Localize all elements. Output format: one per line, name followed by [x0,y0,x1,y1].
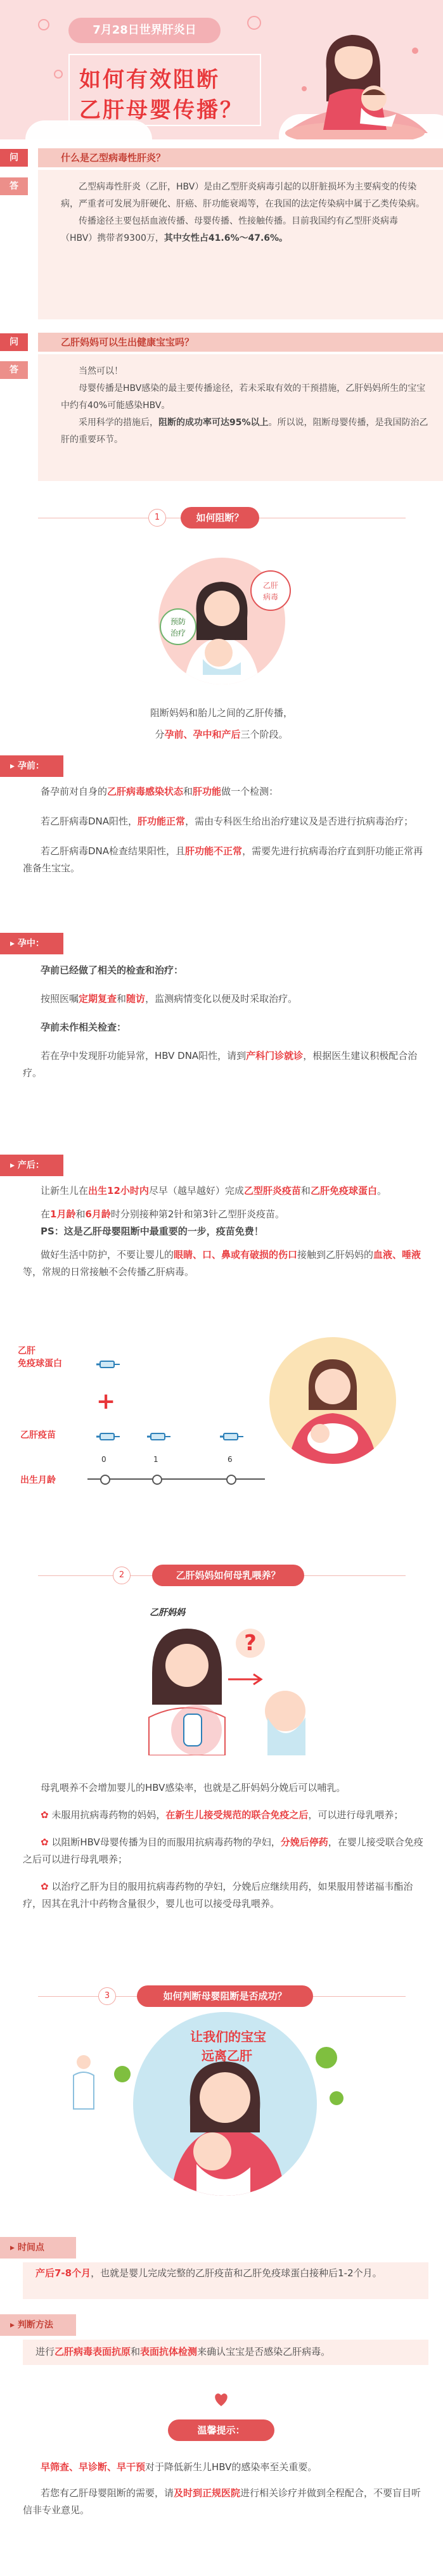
stage-text: 时分别接种第2针和第3针乙型肝炎疫苗。 [110,1208,285,1220]
illustration-banner: 远离乙肝 [202,2048,252,2063]
tip-text-span: 若您有乙肝母婴阻断的需要，请 [41,2487,174,2499]
stage-text: 尽早（越早越好）完成 [148,1185,244,1196]
diagram-label-globulin: 乙肝 免疫球蛋白 [18,1346,62,1369]
needle-icon [95,1355,120,1374]
method-highlight: 乙肝病毒表面抗原 [55,2346,131,2357]
answer-text-span: 传播途径主要包括血液传播、母婴传播、性接触传播。目前我国约有乙型肝炎病毒（HBV）携带者9300万， [61,216,398,243]
answer-text [61,363,428,449]
timeline-dot [100,1475,110,1485]
question-bar: 乙肝妈妈可以生出健康宝宝吗？ [38,333,443,352]
stage-text: 接触到乙肝妈妈的 [297,1249,374,1260]
method-text-span: 进行 [35,2346,55,2357]
answer-paragraph: 乙型病毒性肝炎（乙肝，HBV）是由乙型肝炎病毒引起的以肝脏损坏为主要病变的传染病，严重者可发展为肝硬化、肝癌、肝功能衰竭等，在我国的法定传染病中属于乙类传染病。 [61,182,425,209]
question-mark-icon: ? [236,1629,265,1658]
stage-text: 等，常规的日常接触不会传播乙肝病毒。 [23,1266,195,1278]
paragraph-line: 母乳喂养不会增加婴儿的HBV感染率，也就是乙肝妈妈分娩后可以哺乳。 [41,1782,346,1793]
stage-line [23,843,428,877]
intro-text: 三个阶段。 [240,729,288,740]
prevention-bubble: 预防 治疗 [160,608,196,645]
paragraph-text: 以治疗乙肝为目的服用抗病毒药物的孕妇，分娩后应继续用药，如果服用替诺福韦酯治疗，因其在乳汁中药物含量很少，婴儿也可以接受母乳喂养。 [23,1881,413,1909]
question-bar: 什么是乙型病毒性肝炎？ [38,148,443,167]
method-tag: ▸ 判断方法 [0,2314,76,2336]
section-title: 如何判断母婴阻断是否成功？ [137,1985,313,2007]
paragraph-text: ，在婴儿接受联合免疫之后可以进行母乳喂养； [23,1836,423,1865]
time-text [35,2265,416,2282]
timeline-tick: 6 [228,1455,233,1464]
needle-icon [219,1427,244,1446]
stage-line [23,783,428,800]
circle-decoration [247,16,261,30]
stage-text: ，需由专科医生给出治疗建议及是否进行抗病毒治疗； [185,816,414,827]
tip-text-span: 进行相关诊疗并做到全程配合，不要盲目听信非专业意见。 [23,2487,421,2516]
mother-baby-illustration [279,13,431,139]
stage-line [23,990,428,1008]
stage-highlight: 乙肝病毒感染状态 [107,786,184,797]
stage-line [23,1246,428,1281]
breastfeeding-illustration [139,1603,311,1755]
method-box [23,2340,428,2365]
stage-highlight: 肝功能不正常 [185,845,243,857]
virus-icon [316,2047,337,2068]
stage-highlight: 肝功能 [193,786,222,797]
stage-highlight: 产科门诊就诊 [246,1050,304,1061]
stage-text: 在 [41,1208,51,1220]
stage-highlight: 定期复查 [79,993,117,1004]
answer-label: 答 [0,177,28,195]
method-text [35,2343,416,2361]
tip-line [23,2485,428,2519]
stage-paragraph [23,783,428,877]
illustration-label: 乙肝妈妈 [150,1608,185,1618]
banner-title-line1: 如何有效阻断 [79,67,220,93]
timeline-dot [226,1475,236,1485]
section-title: 乙肝妈妈如何母乳喂养？ [152,1565,304,1586]
answer-paragraph [61,414,428,449]
method-highlight: 表面抗体检测 [140,2346,198,2357]
stage-text: 若在孕中发现肝功能异常，HBV DNA阳性，请到 [41,1050,247,1061]
tip-highlight: 早筛查、早诊断、早干预 [41,2461,146,2473]
stage-highlight: 乙肝免疫球蛋白 [310,1185,377,1196]
answer-highlight: 其中女性占41.6%～47.6%。 [164,233,288,243]
time-highlight: 产后7-8个月 [35,2267,91,2279]
answer-label: 答 [0,361,28,379]
virus-icon [114,2066,131,2082]
method-text-span: 来确认宝宝是否感染乙肝病毒。 [197,2346,331,2357]
tip-text [23,2459,428,2519]
stage-line [23,813,428,830]
paragraph-highlight: 在新生儿接受规范的联合免疫之后 [165,1809,309,1821]
section-intro [0,726,443,743]
diagram-label-age: 出生月龄 [20,1475,56,1485]
paragraph-line [23,1878,428,1913]
tip-line [23,2459,428,2476]
flower-icon: ✿ [41,1809,52,1821]
tip-highlight: 及时到正规医院 [174,2487,241,2499]
stage-line [23,1048,428,1082]
stage-text: 和 [300,1185,311,1196]
intro-highlight: 孕前、孕中和产后 [164,729,241,740]
virus-icon [330,2091,343,2105]
heart-icon [212,2390,230,2408]
plus-icon: + [96,1388,116,1414]
stage-text: 做好生活中防护，不要让婴儿的 [41,1249,174,1260]
doctor-icon [71,2053,96,2110]
stage-tag-post: ▸ 产后： [0,1155,63,1176]
stage-text: 若乙肝病毒DNA检查结果阳性，且 [41,845,186,857]
section-title: 如何阻断？ [181,507,259,529]
stage-highlight: 肝功能正常 [138,816,186,827]
stage-highlight: 6月龄 [85,1208,111,1220]
section-number: 3 [98,1987,116,2005]
stage-highlight: 血液、唾液 [373,1249,421,1260]
answer-text-span: 采用科学的措施后， [79,418,158,428]
paragraph-highlight: 分娩后停药 [280,1836,328,1848]
stage-text: 。 [376,1185,387,1196]
stage-subhead: 孕前已经做了相关的检查和治疗： [41,964,184,976]
paragraph-text: ，可以进行母乳喂养； [308,1809,404,1821]
banner-tag: 7月28日世界肝炎日 [68,18,221,43]
stage-text: ，监测病情变化以便及时采取治疗。 [145,993,298,1004]
illustration-banner: 让我们的宝宝 [190,2029,266,2044]
needle-icon [95,1427,120,1446]
time-rest: ，也就是婴儿完成完整的乙肝疫苗和乙肝免疫球蛋白接种后1-2个月。 [91,2267,382,2279]
section-number: 1 [148,509,166,527]
stage-tag-mid: ▸ 孕中： [0,933,63,954]
section-paragraph [23,1779,428,1913]
stage-ps: PS：这是乙肝母婴阻断中最重要的一步，疫苗免费！ [41,1226,264,1237]
stage-paragraph [23,1182,428,1281]
circle-decoration [54,70,63,79]
section-intro: 阻断妈妈和胎儿之间的乙肝传播， [150,707,293,719]
stage-paragraph [23,962,428,1082]
stage-highlight: 随访 [126,993,146,1004]
needle-icon [146,1427,171,1446]
diagram-label-vaccine: 乙肝疫苗 [20,1430,56,1440]
stage-highlight: 乙型肝炎疫苗 [243,1185,301,1196]
question-label: 问 [0,333,28,351]
stage-text: 和 [117,993,127,1004]
tip-text-span: 对于降低新生儿HBV的感染率至关重要。 [145,2461,318,2473]
circle-decoration [38,19,49,30]
intro-text: 分 [155,729,165,740]
timeline-tick: 1 [153,1455,158,1464]
stage-text: 若乙肝病毒DNA阳性， [41,816,138,827]
stage-tag-pre: ▸ 孕前： [0,755,63,777]
question-label: 问 [0,149,28,167]
stage-highlight: 出生12小时内 [88,1185,149,1196]
stage-text: 和 [75,1208,86,1220]
answer-box [38,170,443,319]
virus-bubble: 乙肝 病毒 [250,570,291,611]
paragraph-line [23,1834,428,1868]
stage-line [23,1182,428,1200]
paragraph-text: 未服用抗病毒药物的妈妈， [51,1809,166,1821]
section-number: 2 [113,1567,131,1584]
time-box [23,2262,428,2299]
tip-label: 温馨提示： [168,2419,274,2441]
method-text-span: 和 [131,2346,141,2357]
paragraph-line [23,1807,428,1824]
stage-text: 备孕前对自身的 [41,786,108,797]
answer-box [38,354,443,481]
answer-highlight: 阻断的成功率可达95%以上 [158,418,269,428]
stage-text: 做一个检测： [221,786,279,797]
stage-text: 让新生儿在 [41,1185,89,1196]
mother-baby-illustration [269,1337,396,1464]
paragraph-text: 以阻断HBV母婴传播为目的而服用抗病毒药物的孕妇， [51,1836,281,1848]
answer-paragraph [61,213,428,247]
answer-paragraph: 母婴传播是HBV感染的最主要传播途径，若未采取有效的干预措施，乙肝妈妈所生的宝宝中约有40%可能感染HBV。 [61,383,426,411]
timeline-tick: 0 [101,1455,106,1464]
timeline-axis [87,1478,265,1480]
flower-icon: ✿ [41,1881,52,1892]
stage-highlight: 眼睛、口、鼻或有破损的伤口 [174,1249,298,1260]
banner-title-line2: 乙肝母婴传播？ [79,98,243,123]
answer-text-span: 。所以说，阻断母婴传播，是我国防治乙肝的重要环节。 [61,418,428,445]
stage-text: 按照医嘱 [41,993,79,1004]
answer-text [61,179,428,247]
time-tag: ▸ 时间点 [0,2237,76,2259]
stage-highlight: 1月龄 [50,1208,76,1220]
stage-subhead: 孕前未作相关检查： [41,1022,127,1033]
answer-paragraph: 当然可以！ [79,366,123,376]
stage-text: ，根据医生建议积极配合治疗。 [23,1050,418,1079]
header-banner [0,0,443,139]
flower-icon: ✿ [41,1836,52,1848]
stage-text: ，需要先进行抗病毒治疗直到肝功能正常再准备生宝宝。 [23,845,423,874]
stage-line [23,1206,428,1223]
stage-text: 和 [183,786,193,797]
timeline-dot [152,1475,162,1485]
